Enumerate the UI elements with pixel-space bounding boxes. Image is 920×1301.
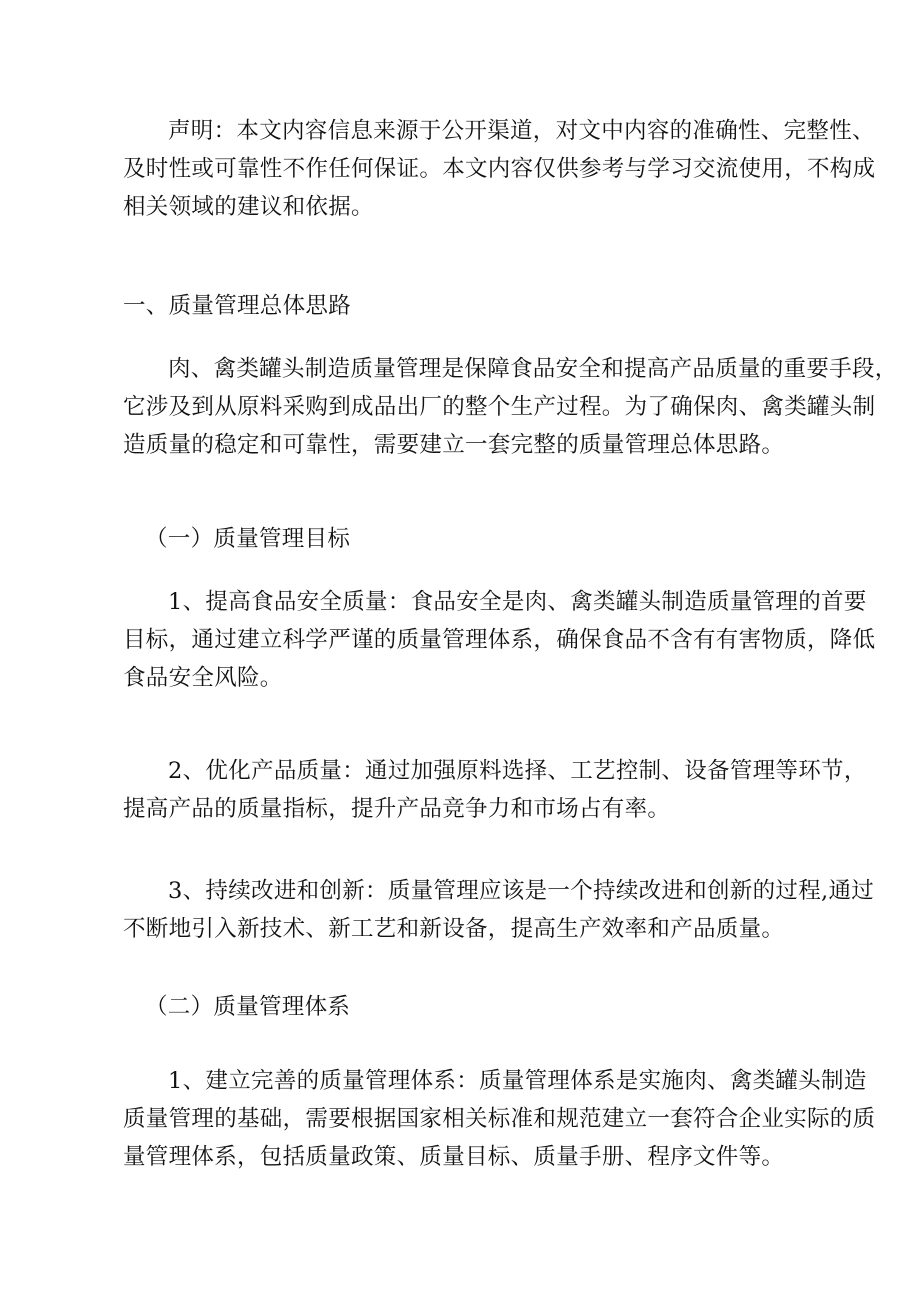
goal-item-1 — [78, 583, 876, 697]
subsection-heading: （一）质量管理目标 — [145, 526, 351, 552]
text-line: 相关领域的建议和依据。 — [123, 194, 374, 220]
text-line: 食品安全风险。 — [123, 665, 283, 691]
section-heading: 一、质量管理总体思路 — [123, 293, 352, 319]
text-line: 目标，通过建立科学严谨的质量管理体系，确保食品不含有有害物质，降低 — [123, 627, 876, 653]
text-line: 声明：本文内容信息来源于公开渠道，对文中内容的准确性、完整性、 — [168, 118, 875, 144]
text-line: 2、优化产品质量：通过加强原料选择、工艺控制、设备管理等环节， — [168, 758, 867, 784]
text-line: 3、持续改进和创新：质量管理应该是一个持续改进和创新的过程,通过 — [168, 878, 875, 904]
text-line: 1、提高食品安全质量：食品安全是肉、禽类罐头制造质量管理的首要 — [168, 589, 867, 615]
intro-paragraph — [78, 350, 898, 464]
goal-item-2 — [78, 752, 867, 828]
text-line: 质量管理的基础，需要根据国家相关标准和规范建立一套符合企业实际的质 — [123, 1106, 876, 1132]
text-line: 它涉及到从原料采购到成品出厂的整个生产过程。为了确保肉、禽类罐头制 — [123, 394, 876, 420]
disclaimer-paragraph — [78, 112, 876, 226]
system-item-1 — [78, 1062, 876, 1176]
text-line: 提高产品的质量指标，提升产品竞争力和市场占有率。 — [123, 796, 671, 822]
text-line: 1、建立完善的质量管理体系：质量管理体系是实施肉、禽类罐头制造 — [168, 1068, 867, 1094]
text-line: 量管理体系，包括质量政策、质量目标、质量手册、程序文件等。 — [123, 1144, 785, 1170]
text-line: 不断地引入新技术、新工艺和新设备，提高生产效率和产品质量。 — [123, 916, 785, 942]
text-line: 肉、禽类罐头制造质量管理是保障食品安全和提高产品质量的重要手段， — [168, 356, 898, 382]
subsection-heading: （二）质量管理体系 — [145, 994, 351, 1020]
text-line: 造质量的稳定和可靠性，需要建立一套完整的质量管理总体思路。 — [123, 432, 785, 458]
text-line: 及时性或可靠性不作任何保证。本文内容仅供参考与学习交流使用，不构成 — [123, 156, 876, 182]
goal-item-3 — [78, 872, 875, 948]
